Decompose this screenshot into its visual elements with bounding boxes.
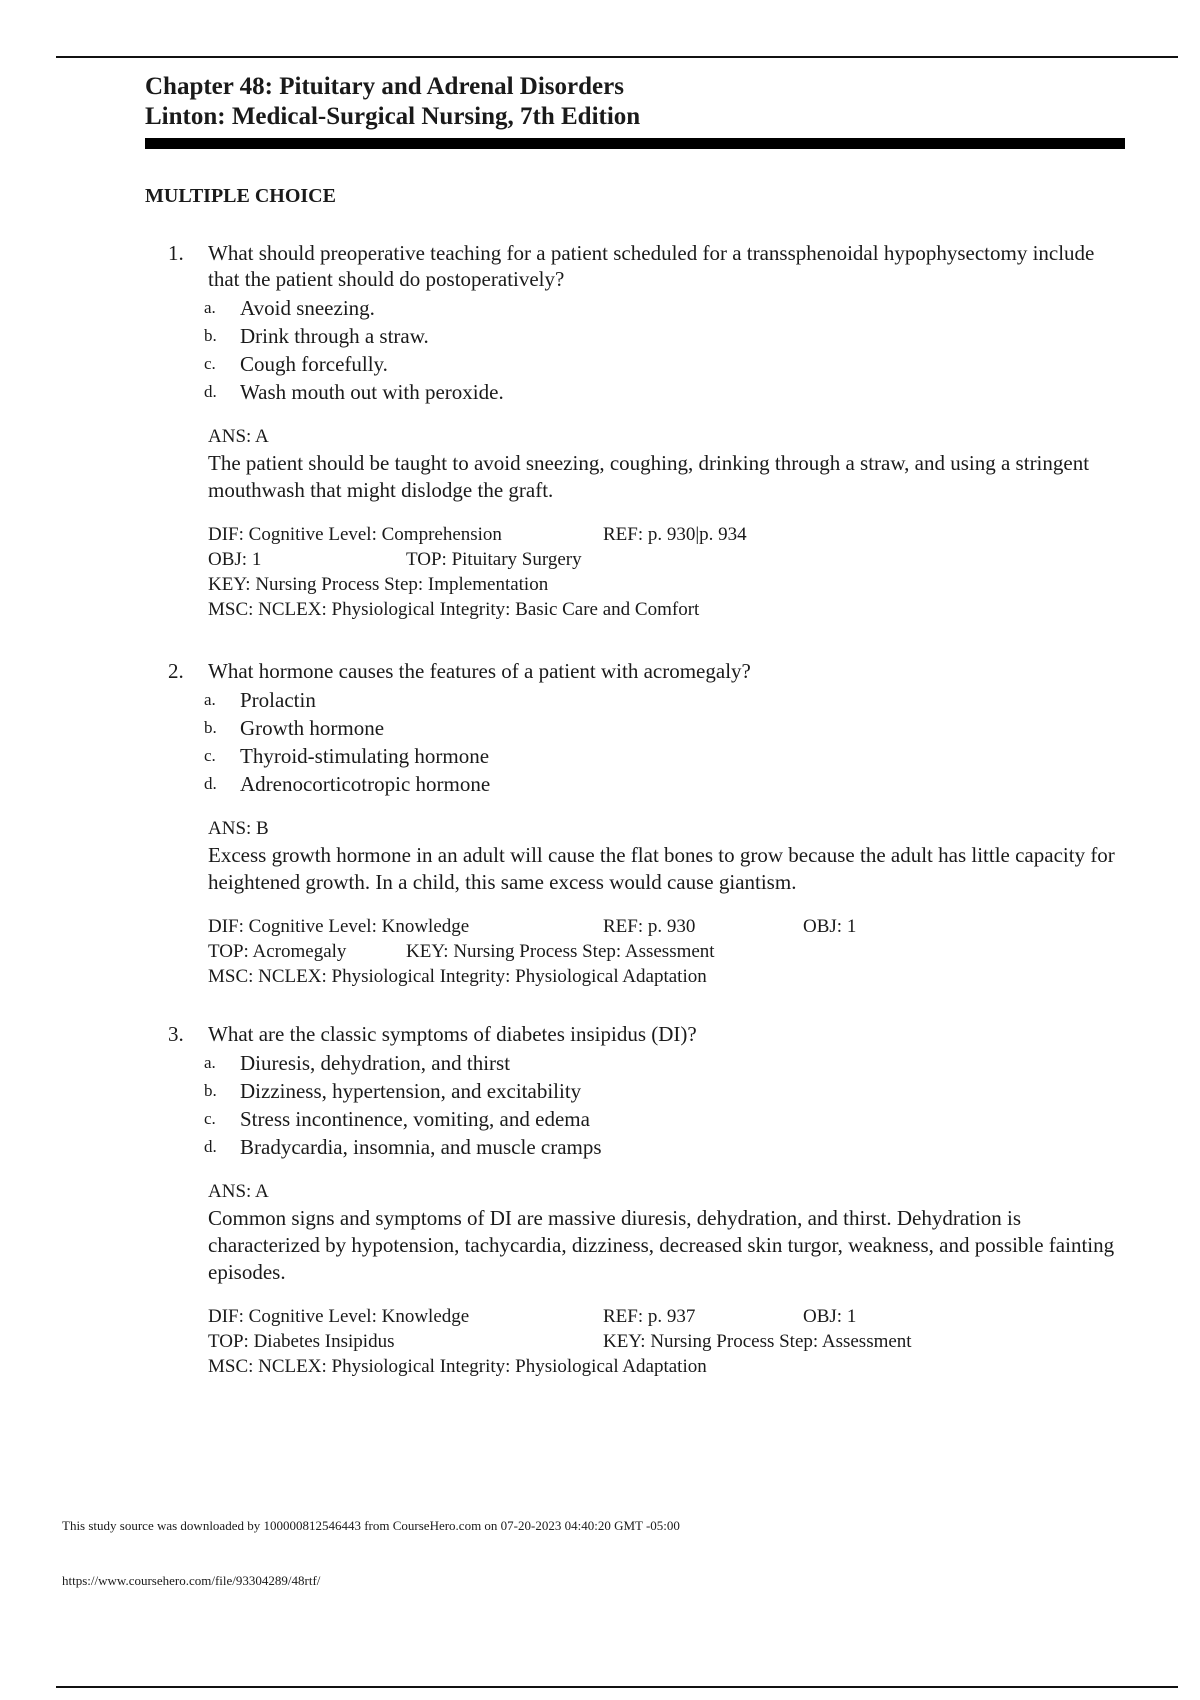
question-2 — [168, 658, 1128, 989]
question-text: What should preoperative teaching for a patient scheduled for a transsphenoidal hypophysectomy include that the patient should do postoperatively? — [208, 241, 1095, 291]
meta-dif: DIF: Cognitive Level: Knowledge — [208, 1306, 470, 1327]
option-d — [168, 378, 1128, 406]
option-c — [168, 742, 1128, 770]
option-text: Bradycardia, insomnia, and muscle cramps — [240, 1135, 602, 1159]
answer-key: ANS: A — [208, 426, 269, 447]
option-text: Dizziness, hypertension, and excitability — [240, 1079, 582, 1103]
option-letter: b. — [204, 1081, 217, 1100]
meta-dif: DIF: Cognitive Level: Comprehension — [208, 524, 502, 545]
option-letter: d. — [204, 382, 217, 401]
option-text: Prolactin — [240, 688, 316, 712]
meta-msc: MSC: NCLEX: Physiological Integrity: Physiological Adaptation — [208, 966, 707, 987]
option-letter: d. — [204, 774, 217, 793]
meta-msc: MSC: NCLEX: Physiological Integrity: Physiological Adaptation — [208, 1356, 707, 1377]
option-letter: d. — [204, 1137, 217, 1156]
option-text: Avoid sneezing. — [240, 296, 375, 320]
option-b — [168, 322, 1128, 350]
meta-top: TOP: Diabetes Insipidus — [208, 1331, 395, 1352]
meta-ref: REF: p. 930|p. 934 — [603, 524, 747, 545]
meta-ref: REF: p. 937 — [603, 1306, 696, 1327]
option-text: Wash mouth out with peroxide. — [240, 380, 504, 404]
meta-top: TOP: Acromegaly — [208, 941, 347, 962]
rationale: The patient should be taught to avoid sneezing, coughing, drinking through a straw, and using a stringent mouthwash that might dislodge the graft. — [208, 451, 1090, 502]
book-title: Linton: Medical-Surgical Nursing, 7th Edition — [145, 103, 641, 130]
option-c — [168, 1105, 1128, 1133]
option-text: Adrenocorticotropic hormone — [240, 772, 491, 796]
question-3 — [168, 1021, 1128, 1379]
option-b — [168, 1077, 1128, 1105]
option-letter: a. — [204, 690, 216, 709]
rationale: Common signs and symptoms of DI are massive diuresis, dehydration, and thirst. Dehydration is characterized by hypotension, tachycardia, dizziness, decreased skin turgor, weakness, and possible fainting episodes. — [208, 1206, 1115, 1284]
question-number: 1. — [168, 241, 184, 265]
question-metadata — [168, 914, 1128, 989]
source-url[interactable]: https://www.coursehero.com/file/93304289/48rtf/ — [62, 1573, 321, 1588]
question-number: 2. — [168, 659, 184, 683]
option-a — [168, 686, 1128, 714]
answer-block — [168, 1179, 1128, 1286]
meta-obj: OBJ: 1 — [208, 549, 262, 570]
option-a — [168, 294, 1128, 322]
option-text: Stress incontinence, vomiting, and edema — [240, 1107, 590, 1131]
meta-msc: MSC: NCLEX: Physiological Integrity: Basic Care and Comfort — [208, 599, 700, 620]
header-bar — [145, 138, 1125, 149]
question-metadata — [168, 522, 1128, 622]
option-text: Growth hormone — [240, 716, 385, 740]
option-b — [168, 714, 1128, 742]
meta-key: KEY: Nursing Process Step: Assessment — [603, 1331, 912, 1352]
answer-key: ANS: B — [208, 818, 269, 839]
answer-options — [168, 1049, 1128, 1161]
option-d — [168, 1133, 1128, 1161]
document-header — [145, 72, 1125, 149]
meta-obj: OBJ: 1 — [803, 1306, 857, 1327]
rationale: Excess growth hormone in an adult will cause the flat bones to grow because the adult has little capacity for heightened growth. In a child, this same excess would cause giantism. — [208, 843, 1115, 894]
option-text: Drink through a straw. — [240, 324, 429, 348]
section-title: MULTIPLE CHOICE — [145, 185, 336, 207]
question-1 — [168, 240, 1128, 622]
answer-block — [168, 816, 1128, 896]
option-letter: a. — [204, 298, 216, 317]
answer-block — [168, 424, 1128, 504]
option-text: Cough forcefully. — [240, 352, 388, 376]
option-letter: c. — [204, 354, 216, 373]
meta-key: KEY: Nursing Process Step: Implementation — [208, 574, 549, 595]
question-metadata — [168, 1304, 1128, 1379]
meta-obj: OBJ: 1 — [803, 916, 857, 937]
option-letter: c. — [204, 746, 216, 765]
option-a — [168, 1049, 1128, 1077]
option-d — [168, 770, 1128, 798]
option-letter: c. — [204, 1109, 216, 1128]
answer-options — [168, 294, 1128, 406]
question-text: What are the classic symptoms of diabetes insipidus (DI)? — [208, 1022, 697, 1046]
option-c — [168, 350, 1128, 378]
option-letter: a. — [204, 1053, 216, 1072]
top-rule — [56, 56, 1178, 58]
meta-key: KEY: Nursing Process Step: Assessment — [406, 941, 715, 962]
question-text: What hormone causes the features of a patient with acromegaly? — [208, 659, 751, 683]
answer-key: ANS: A — [208, 1181, 269, 1202]
meta-ref: REF: p. 930 — [603, 916, 696, 937]
option-letter: b. — [204, 326, 217, 345]
question-number: 3. — [168, 1022, 184, 1046]
option-text: Diuresis, dehydration, and thirst — [240, 1051, 511, 1075]
bottom-rule — [56, 1686, 1178, 1688]
option-text: Thyroid-stimulating hormone — [240, 744, 490, 768]
chapter-title: Chapter 48: Pituitary and Adrenal Disorders — [145, 73, 624, 100]
answer-options — [168, 686, 1128, 798]
download-notice: This study source was downloaded by 100000812546443 from CourseHero.com on 07-20-2023 04:40:20 GMT -05:00 — [62, 1518, 680, 1533]
meta-dif: DIF: Cognitive Level: Knowledge — [208, 916, 470, 937]
option-letter: b. — [204, 718, 217, 737]
meta-top: TOP: Pituitary Surgery — [406, 549, 582, 570]
